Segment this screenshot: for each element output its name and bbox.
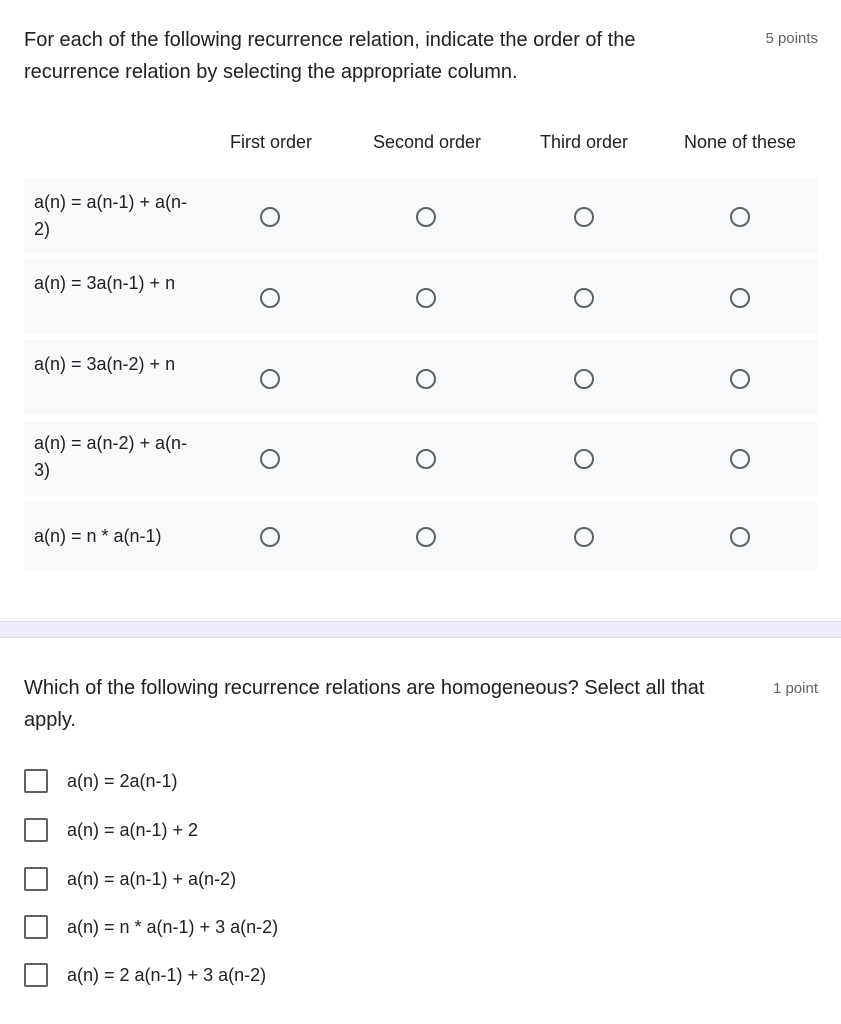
column-header-second-order: Second order <box>372 132 482 152</box>
option-label: a(n) = 2a(n-1) <box>67 771 178 791</box>
radio-first-order[interactable] <box>260 369 280 389</box>
row-label: a(n) = a(n-2) + a(n-3) <box>34 433 188 480</box>
radio-third-order[interactable] <box>574 288 594 308</box>
radio-third-order[interactable] <box>574 369 594 389</box>
radio-second-order[interactable] <box>416 449 436 469</box>
option-label: a(n) = a(n-1) + 2 <box>67 820 199 840</box>
grid-row <box>24 259 818 334</box>
radio-first-order[interactable] <box>260 288 280 308</box>
row-label: a(n) = 3a(n-1) + n <box>34 273 176 293</box>
question-card-homogeneous <box>0 638 841 1024</box>
radio-second-order[interactable] <box>416 369 436 389</box>
radio-first-order[interactable] <box>260 207 280 227</box>
question-points: 1 point <box>772 680 818 697</box>
radio-second-order[interactable] <box>416 207 436 227</box>
radio-third-order[interactable] <box>574 449 594 469</box>
checkbox[interactable] <box>24 915 48 939</box>
checkbox[interactable] <box>24 963 48 987</box>
grid-row <box>24 340 818 415</box>
radio-none-of-these[interactable] <box>730 207 750 227</box>
grid-row <box>24 421 818 496</box>
radio-first-order[interactable] <box>260 527 280 547</box>
grid-row <box>24 178 818 253</box>
radio-none-of-these[interactable] <box>730 288 750 308</box>
radio-third-order[interactable] <box>574 527 594 547</box>
column-header-none-of-these: None of these <box>683 132 797 152</box>
radio-none-of-these[interactable] <box>730 449 750 469</box>
question-title: For each of the following recurrence relation, indicate the order of the recurrence relation by selecting the appropriate column. <box>24 29 636 83</box>
radio-second-order[interactable] <box>416 288 436 308</box>
checkbox[interactable] <box>24 769 48 793</box>
checkbox[interactable] <box>24 818 48 842</box>
radio-none-of-these[interactable] <box>730 527 750 547</box>
option-label: a(n) = a(n-1) + a(n-2) <box>67 869 237 889</box>
column-header-third-order: Third order <box>539 132 629 152</box>
grid-row <box>24 502 818 569</box>
row-label: a(n) = 3a(n-2) + n <box>34 354 176 374</box>
radio-none-of-these[interactable] <box>730 369 750 389</box>
radio-first-order[interactable] <box>260 449 280 469</box>
option-label: a(n) = 2 a(n-1) + 3 a(n-2) <box>67 965 267 985</box>
column-header-first-order: First order <box>229 132 313 152</box>
question-title: Which of the following recurrence relations are homogeneous? Select all that apply. <box>24 677 705 731</box>
radio-third-order[interactable] <box>574 207 594 227</box>
option-label: a(n) = n * a(n-1) + 3 a(n-2) <box>67 917 279 937</box>
radio-second-order[interactable] <box>416 527 436 547</box>
question-points: 5 points <box>765 30 818 47</box>
checkbox[interactable] <box>24 867 48 891</box>
row-label: a(n) = n * a(n-1) <box>34 526 162 546</box>
section-divider <box>0 621 841 638</box>
row-label: a(n) = a(n-1) + a(n-2) <box>34 192 188 239</box>
